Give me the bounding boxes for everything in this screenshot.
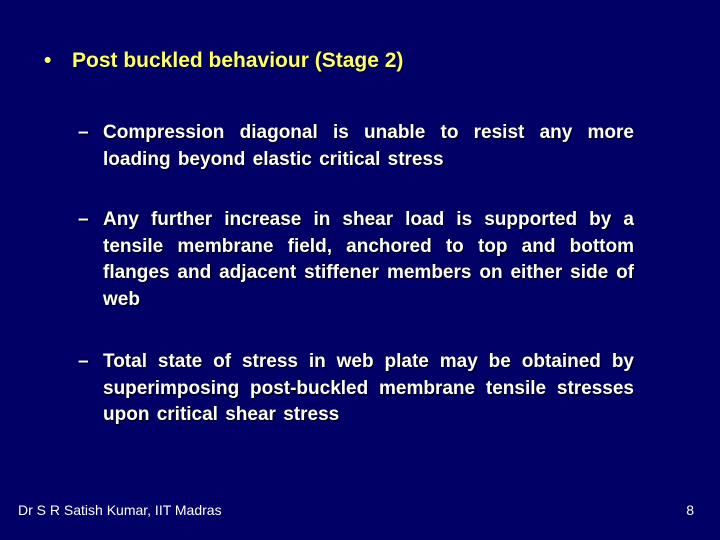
footer-page-number: 8 <box>686 502 694 518</box>
slide-heading <box>44 46 684 76</box>
sub-point-dash: – <box>78 351 89 372</box>
heading-text: Post buckled behaviour (Stage 2) <box>72 49 404 72</box>
heading-bullet: • <box>44 49 52 72</box>
footer-author: Dr S R Satish Kumar, IIT Madras <box>18 502 222 518</box>
sub-point-1 <box>78 120 634 173</box>
sub-point-text: Total state of stress in web plate may be obtained by superimposing post-buckled membrane tensile stresses upon critical shear stress <box>103 351 634 425</box>
sub-point-text: Any further increase in shear load is supported by a tensile membrane field, anchored to top and bottom flanges and adjacent stiffener members on either side of web <box>103 209 634 310</box>
sub-point-dash: – <box>78 122 89 143</box>
sub-point-2 <box>78 207 634 313</box>
sub-point-3 <box>78 349 634 429</box>
sub-point-dash: – <box>78 209 89 230</box>
sub-point-text: Compression diagonal is unable to resist any more loading beyond elastic critical stress <box>103 122 634 170</box>
